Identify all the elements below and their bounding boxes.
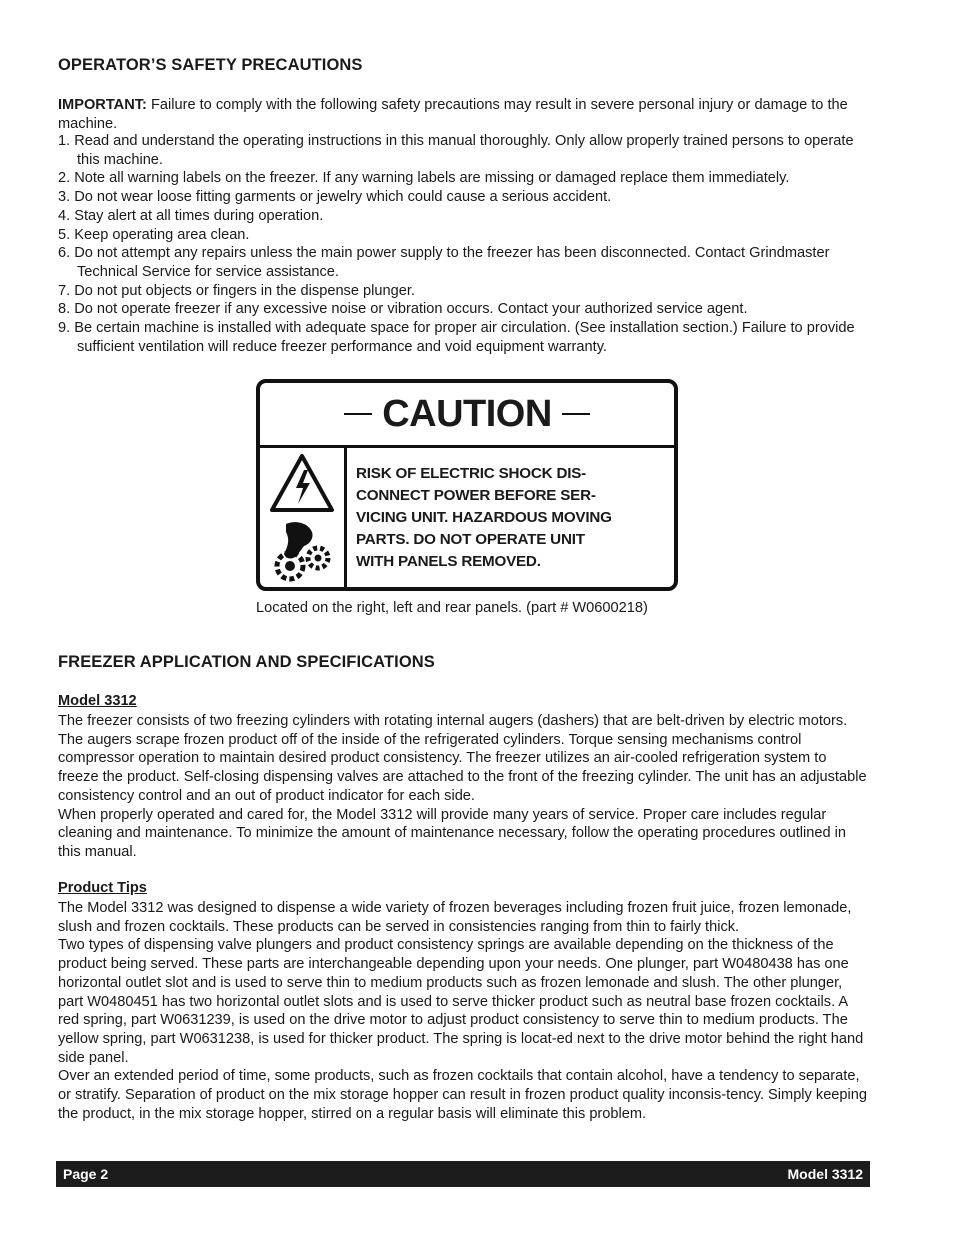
caution-line: PARTS. DO NOT OPERATE UNIT bbox=[356, 531, 585, 548]
dash-left bbox=[344, 413, 372, 415]
page-number: Page 2 bbox=[63, 1166, 109, 1182]
page-footer bbox=[56, 1161, 870, 1187]
list-item: 4. Stay alert at all times during operation. bbox=[58, 207, 324, 224]
paragraph: Over an extended period of time, some products, such as frozen cocktails that contain alcohol, have a tendency to separate, or stratify. Separation of product on the mix storage hopper can result in frozen product quality inconsis-tency. Simply keeping the product, in the mix storage hopper, stirred on a regular basis will eliminate this problem. bbox=[58, 1068, 868, 1122]
list-item: 6. Do not attempt any repairs unless the main power supply to the freezer has been disconnected. Contact Grindmaster Technical Service for service assistance. bbox=[58, 245, 830, 280]
tips-description bbox=[58, 899, 868, 1123]
important-text: Failure to comply with the following safety precautions may result in severe personal injury or damage to the machine. bbox=[58, 97, 848, 132]
caution-line: CONNECT POWER BEFORE SER- bbox=[356, 487, 596, 504]
list-item: 9. Be certain machine is installed with adequate space for proper air circulation. (See installation section.) Failure to provide sufficient ventilation will reduce freezer performance and void equipment warranty. bbox=[58, 320, 855, 355]
paragraph: Two types of dispensing valve plungers and product consistency springs are available depending on the thickness of the product being served. These parts are interchangeable depending upon your needs. One plunger, part W0480438 has one horizontal outlet slot and is used to serve thin to medium products such as frozen lemonade and slush. The other plunger, part W0480451 has two horizontal outlet slots and is used to serve thicker product such as neutral base frozen cocktails. A red spring, part W0631239, is used on the drive motor to adjust product consistency to serve thin to medium products. The yellow spring, part W0631238, is used for thicker product. The spring is locat-ed next to the drive motor behind the right hand side panel. bbox=[58, 937, 864, 1066]
specs-heading: FREEZER APPLICATION AND SPECIFICATIONS bbox=[58, 653, 435, 671]
caution-icons-graphic bbox=[260, 448, 344, 588]
list-item: 1. Read and understand the operating instructions in this manual thoroughly. Only allow properly trained persons to operate this machine. bbox=[58, 133, 854, 168]
caution-title: CAUTION bbox=[382, 393, 552, 435]
paragraph: When properly operated and cared for, the Model 3312 will provide many years of service. Proper care includes regular cleaning and maintenance. To minimize the amount of maintenance necessary, follow the operating procedures outlined in this manual. bbox=[58, 806, 846, 860]
electric-shock-warning-icon bbox=[272, 456, 332, 510]
list-item: 7. Do not put objects or fingers in the dispense plunger. bbox=[58, 282, 415, 299]
list-item: 3. Do not wear loose fitting garments or jewelry which could cause a serious accident. bbox=[58, 189, 612, 206]
caution-line: VICING UNIT. HAZARDOUS MOVING bbox=[356, 509, 612, 526]
caution-line: RISK OF ELECTRIC SHOCK DIS- bbox=[356, 465, 587, 482]
caution-header bbox=[260, 383, 674, 448]
dash-right bbox=[562, 413, 590, 415]
caution-text bbox=[356, 463, 672, 573]
caution-label bbox=[256, 379, 678, 591]
list-item: 5. Keep operating area clean. bbox=[58, 226, 250, 243]
important-label: IMPORTANT: bbox=[58, 97, 147, 113]
caution-icons bbox=[260, 448, 347, 587]
model-subheading: Model 3312 bbox=[58, 693, 137, 709]
model-description bbox=[58, 712, 868, 862]
paragraph: The Model 3312 was designed to dispense a wide variety of frozen beverages including frozen fruit juice, frozen lemonade, slush and frozen cocktails. These products can be served in consistencies ranging from thin to fairly thick. bbox=[58, 900, 852, 935]
caution-line: WITH PANELS REMOVED. bbox=[356, 553, 541, 570]
important-notice bbox=[58, 96, 868, 133]
safety-heading: OPERATOR’S SAFETY PRECAUTIONS bbox=[58, 56, 363, 74]
caution-caption: Located on the right, left and rear panels. (part # W0600218) bbox=[256, 600, 648, 616]
paragraph: The freezer consists of two freezing cylinders with rotating internal augers (dashers) that are belt-driven by electric motors. The augers scrape frozen product off of the inside of the refrigerated cylinders. Torque sensing mechanisms control compressor operation to maintain desired product consistency. The freezer utilizes an air-cooled refrigeration system to freeze the product. Self-closing dispensing valves are attached to the front of the freezing cylinder. The unit has an adjustable consistency control and an out of product indicator for each side. bbox=[58, 713, 867, 804]
tips-subheading: Product Tips bbox=[58, 880, 147, 896]
hand-in-gears-icon bbox=[277, 522, 328, 579]
list-item: 2. Note all warning labels on the freezer. If any warning labels are missing or damaged replace them immediately. bbox=[58, 170, 790, 187]
safety-list bbox=[58, 132, 870, 356]
footer-model: Model 3312 bbox=[787, 1166, 863, 1182]
list-item: 8. Do not operate freezer if any excessive noise or vibration occurs. Contact your authorized service agent. bbox=[58, 301, 748, 318]
